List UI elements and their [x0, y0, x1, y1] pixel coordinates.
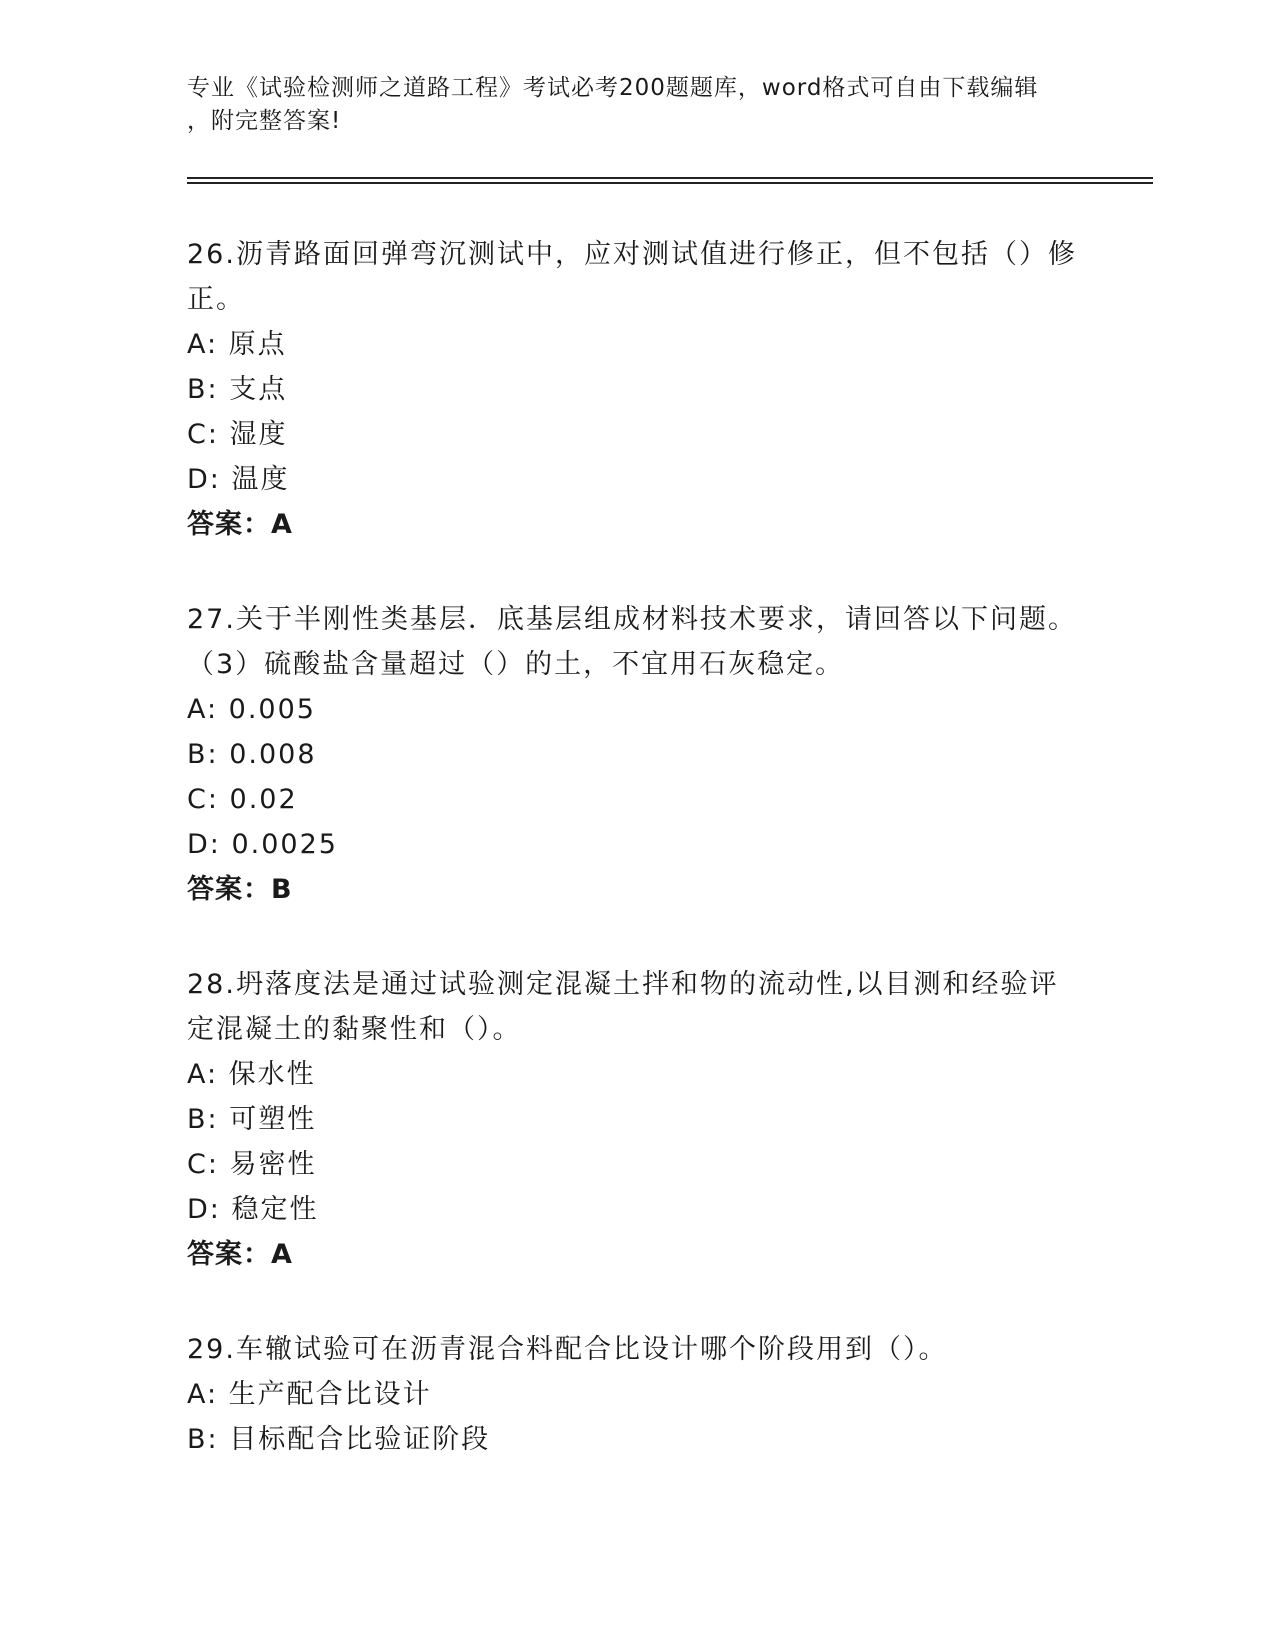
option-a: A: 生产配合比设计 — [187, 1379, 432, 1410]
header-title-line-1: 专业《试验检测师之道路工程》考试必考200题题库，word格式可自由下载编辑 — [187, 75, 1039, 101]
question-stem-continued: 正。 — [187, 284, 245, 315]
answer: 答案：B — [187, 874, 293, 905]
option-b: B: 目标配合比验证阶段 — [187, 1424, 491, 1455]
document-header — [187, 72, 1067, 138]
answer: 答案：A — [187, 509, 293, 540]
option-b: B: 可塑性 — [187, 1104, 317, 1135]
answer: 答案：A — [187, 1239, 293, 1270]
option-b: B: 0.008 — [187, 739, 317, 770]
question-26 — [187, 232, 1087, 547]
option-c: C: 易密性 — [187, 1149, 317, 1180]
header-divider-bottom — [187, 182, 1153, 184]
option-d: D: 温度 — [187, 464, 290, 495]
question-28 — [187, 962, 1087, 1277]
option-a: A: 原点 — [187, 329, 287, 360]
question-stem-continued: （3）硫酸盐含量超过（）的土，不宜用石灰稳定。 — [187, 649, 845, 680]
header-title-line-2: ，附完整答案! — [187, 108, 342, 134]
option-c: C: 0.02 — [187, 784, 298, 815]
question-stem: 28.坍落度法是通过试验测定混凝土拌和物的流动性,以目测和经验评 — [187, 969, 1059, 1000]
question-stem: 27.关于半刚性类基层．底基层组成材料技术要求，请回答以下问题。 — [187, 604, 1077, 635]
question-27 — [187, 597, 1087, 912]
option-a: A: 保水性 — [187, 1059, 316, 1090]
option-d: D: 0.0025 — [187, 829, 338, 860]
option-d: D: 稳定性 — [187, 1194, 319, 1225]
question-29 — [187, 1327, 1087, 1462]
question-stem-continued: 定混凝土的黏聚性和（）。 — [187, 1014, 522, 1045]
question-stem: 26.沥青路面回弹弯沉测试中，应对测试值进行修正，但不包括（）修 — [187, 239, 1077, 270]
option-a: A: 0.005 — [187, 694, 316, 725]
question-stem: 29.车辙试验可在沥青混合料配合比设计哪个阶段用到（）。 — [187, 1334, 948, 1365]
option-c: C: 湿度 — [187, 419, 288, 450]
header-divider-top — [187, 177, 1153, 179]
option-b: B: 支点 — [187, 374, 288, 405]
